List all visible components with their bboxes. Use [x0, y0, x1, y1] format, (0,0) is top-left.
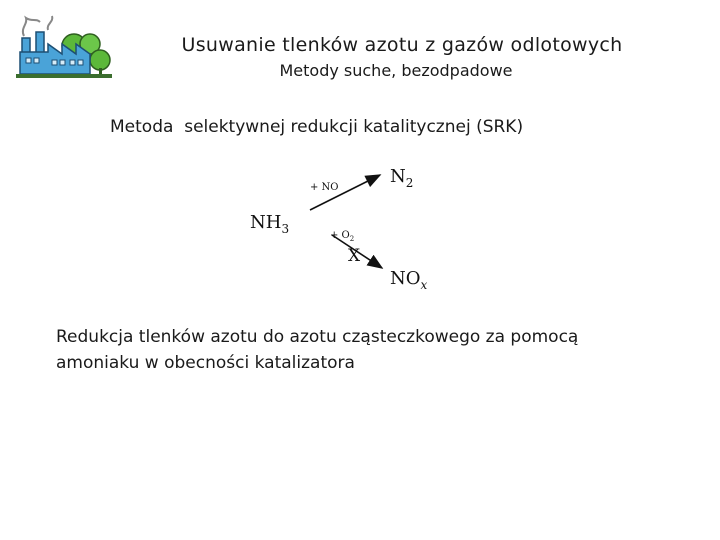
reagent-o2-label: + $O_2$	[330, 230, 355, 243]
product-n2: $N_2$	[390, 166, 414, 190]
page-title: Usuwanie tlenków azotu z gazów odlotowych	[181, 34, 623, 56]
method-label: Metoda selektywnej redukcji katalitycznej (SRK)	[110, 117, 524, 137]
description-line-1: Redukcja tlenków azotu do azotu cząsteczkowego za pomocą	[56, 327, 579, 347]
smoke-puff	[48, 16, 53, 30]
reactant-nh3: $NH_3$	[250, 212, 290, 236]
blocked-mark: X	[348, 246, 361, 266]
reagent-no-label: + NO	[310, 182, 339, 193]
description-line-2: amoniaku w obecności katalizatora	[56, 353, 355, 373]
page-subtitle: Metody suche, bezodpadowe	[279, 61, 513, 80]
reaction-scheme	[230, 160, 450, 300]
product-nox: $NO_x$	[390, 268, 428, 292]
